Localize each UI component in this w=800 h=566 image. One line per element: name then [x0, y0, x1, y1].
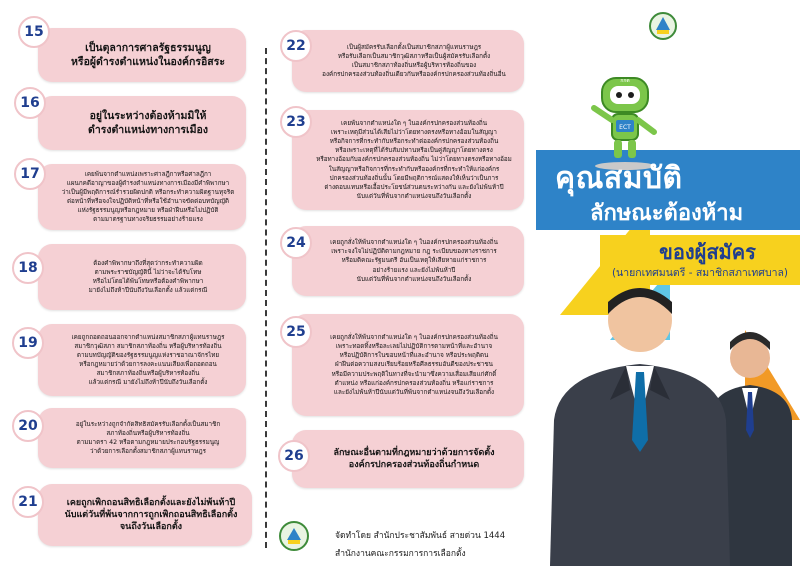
item-20-number-badge: 20	[12, 410, 44, 442]
item-25-text: เคยถูกสั่งให้พ้นจากตำแหน่งใด ๆ ในองค์กรปกครองส่วนท้องถิ่น เพราะทอดทิ้งหรือละเลยไม่ปฏิบัติการตามหน้าที่และอำนาจ หรือปฏิบัติการในขอบหน้าที่และอำนาจ หรือประพฤติตน ฝ่าฝืนต่อความสงบเรียบร้อยหรือศีลธรรมอันดีของประชาชน หรือมีความประพฤติในทางที่จะนำมาซึ่งความเสื่อมเสียแก่ศักดิ์ ตำแหน่ง หรือแก่องค์กรปกครองส่วนท้องถิ่น หรือแก่ราชการ และยังไม่พ้นห้าปีนับแต่วันที่พ้นจากตำแหน่งจนถึงวันเลือกตั้ง	[330, 334, 498, 396]
item-22-number-badge: 22	[280, 30, 312, 62]
item-23-text: เคยพ้นจากตำแหน่งใด ๆ ในองค์กรปกครองส่วนท้องถิ่น เพราะเหตุมีส่วนได้เสียไม่ว่าโดยทางตรงหรือทางอ้อมในสัญญา หรือกิจการที่กระทำกับหรือกระทำต่อองค์กรปกครองส่วนท้องถิ่น หรือเพราะเหตุที่ได้รับสัมปทานหรือเป็นคู่สัญญาโดยทางตรง หรือทางอ้อมกับองค์กรปกครองส่วนท้องถิ่น ไม่ว่าโดยทางตรงหรือทางอ้อม ในสัญญาหรือกิจการที่กระทำกับหรือองค์กรที่กระทำให้แก่องค์กร ปกครองส่วนท้องถิ่นนั้น โดยมีพฤติการณ์แสดงให้เห็นว่าเป็นการ ต่างตอบแทนหรือเอื้อประโยชน์ส่วนตนระหว่างกัน และยังไม่พ้นห้าปี นับแต่วันที่พ้นจากตำแหน่งจนถึงวันเลือกตั้ง	[316, 119, 512, 200]
title-qualifications: คุณสมบัติ	[555, 161, 683, 196]
item-17-text: เคยพ้นจากตำแหน่งเพราะศาลฎีกาหรือศาลฎีกา แผนกคดีอาญาของผู้ดำรงตำแหน่งทางการเมืองมีคำพิพากษา ว่าเป็นผู้มีพฤติการณ์ร่ำรวยผิดปกติ หรือกระทำความผิดฐานทุจริต ต่อหน้าที่หรือจงใจปฏิบัติหน้าที่หรือใช้อำนาจขัดต่อบทบัญญัติ แห่งรัฐธรรมนูญหรือกฎหมาย หรือฝ่าฝืนหรือไม่ปฏิบัติ ตามมาตรฐานทางจริยธรรมอย่างร้ายแรง	[61, 170, 235, 224]
ect-emblem-icon	[648, 8, 678, 44]
item-16-card	[38, 96, 246, 150]
item-15-text: เป็นตุลาการศาลรัฐธรรมนูญ หรือผู้ดำรงตำแหน่งในองค์กรอิสระ	[71, 41, 225, 68]
item-21-card	[38, 484, 252, 546]
item-19-card	[38, 324, 246, 396]
item-21-number-badge: 21	[12, 486, 44, 518]
item-24-text: เคยถูกสั่งให้พ้นจากตำแหน่งใด ๆ ในองค์กรปกครองส่วนท้องถิ่น เพราะจงใจไม่ปฏิบัติตามกฎหมาย กฎ ระเบียบของทางราชการ หรือมติคณะรัฐมนตรี อันเป็นเหตุให้เสียหายแก่ราชการ อย่างร้ายแรง และยังไม่พ้นห้าปี นับแต่วันที่พ้นจากตำแหน่งจนถึงวันเลือกตั้ง	[330, 239, 498, 283]
title-positions: (นายกเทศมนตรี - สมาชิกสภาเทศบาล)	[611, 267, 789, 279]
item-15-card	[38, 28, 246, 82]
item-24-card	[292, 226, 524, 296]
item-22-card	[292, 30, 524, 92]
item-25-number-badge: 25	[280, 316, 312, 348]
item-23-card	[292, 110, 524, 210]
title-candidates: ของผู้สมัคร	[659, 240, 756, 264]
title-prohibitions: ลักษณะต้องห้าม	[590, 201, 744, 226]
item-24-number-badge: 24	[280, 227, 312, 259]
column-divider	[265, 48, 267, 548]
item-16-text: อยู่ในระหว่างต้องห้ามมิให้ ดำรงตำแหน่งทางการเมือง	[88, 109, 208, 136]
item-18-text: ต้องคำพิพากษาถึงที่สุดว่ากระทำความผิด ตามพระราชบัญญัตินี้ ไม่ว่าจะได้รับโทษ หรือไม่โดยได้พ้นโทษหรือต้องคำพิพากษา มายังไม่ถึงห้าปีนับถึงวันเลือกตั้ง แล้วแต่กรณี	[88, 259, 208, 295]
item-19-text: เคยถูกถอดถอนออกจากตำแหน่งสมาชิกสภาผู้แทนราษฎร สมาชิกวุฒิสภา สมาชิกสภาท้องถิ่น หรือผู้บริหารท้องถิ่น ตามบทบัญญัติของรัฐธรรมนูญแห่งราชอาณาจักรไทย หรือกฎหมายว่าด้วยการลงคะแนนเสียงเพื่อถอดถอน สมาชิกสภาท้องถิ่นหรือผู้บริหารท้องถิ่น แล้วแต่กรณี มายังไม่ถึงห้าปีนับถึงวันเลือกตั้ง	[71, 333, 225, 387]
item-18-number-badge: 18	[12, 252, 44, 284]
item-19-number-badge: 19	[12, 327, 44, 359]
mascot-chest-text: กกต	[620, 78, 630, 84]
businessmen-illustration	[530, 280, 800, 566]
item-15-number-badge: 15	[18, 16, 50, 48]
item-23-number-badge: 23	[280, 106, 312, 138]
item-26-number-badge: 26	[278, 440, 310, 472]
footer-producer: จัดทำโดย สำนักประชาสัมพันธ์ สายด่วน 1444	[335, 531, 506, 541]
item-20-text: อยู่ในระหว่างถูกจำกัดสิทธิสมัครรับเลือกตั้งเป็นสมาชิก สภาท้องถิ่นหรือผู้บริหารท้องถิ่น ตามมาตรา 42 หรือตามกฎหมายประกอบรัฐธรรมนูญ ว่าด้วยการเลือกตั้งสมาชิกสภาผู้แทนราษฎร	[75, 420, 221, 456]
footer-organization: สำนักงานคณะกรรมการการเลือกตั้ง	[335, 549, 466, 559]
ect-emblem-icon	[278, 520, 310, 552]
item-20-card	[38, 408, 246, 468]
item-26-text: ลักษณะอื่นตามที่กฎหมายว่าด้วยการจัดตั้ง องค์กรปกครองส่วนท้องถิ่นกำหนด	[333, 447, 495, 470]
item-18-card	[38, 244, 246, 310]
item-17-number-badge: 17	[14, 158, 46, 190]
item-26-card	[292, 430, 524, 488]
mascot-badge-text: ECT	[619, 124, 631, 131]
item-16-number-badge: 16	[14, 87, 46, 119]
item-25-card	[292, 314, 524, 416]
item-17-card	[38, 164, 246, 230]
item-22-text: เป็นผู้สมัครรับเลือกตั้งเป็นสมาชิกสภาผู้แทนราษฎร หรือรับเลือกเป็นสมาชิกวุฒิสภาหรือเป็นผู้สมัครรับเลือกตั้ง เป็นสมาชิกสภาท้องถิ่นหรือผู้บริหารท้องถิ่นของ องค์กรปกครองส่วนท้องถิ่นเดียวกันหรือองค์กรปกครองส่วนท้องถิ่นอื่น	[322, 43, 506, 79]
item-21-text: เคยถูกเพิกถอนสิทธิเลือกตั้งและยังไม่พ้นห้าปี นับแต่วันที่พ้นจากการถูกเพิกถอนสิทธิเลือกตั้ง จนถึงวันเลือกตั้ง	[64, 497, 238, 533]
